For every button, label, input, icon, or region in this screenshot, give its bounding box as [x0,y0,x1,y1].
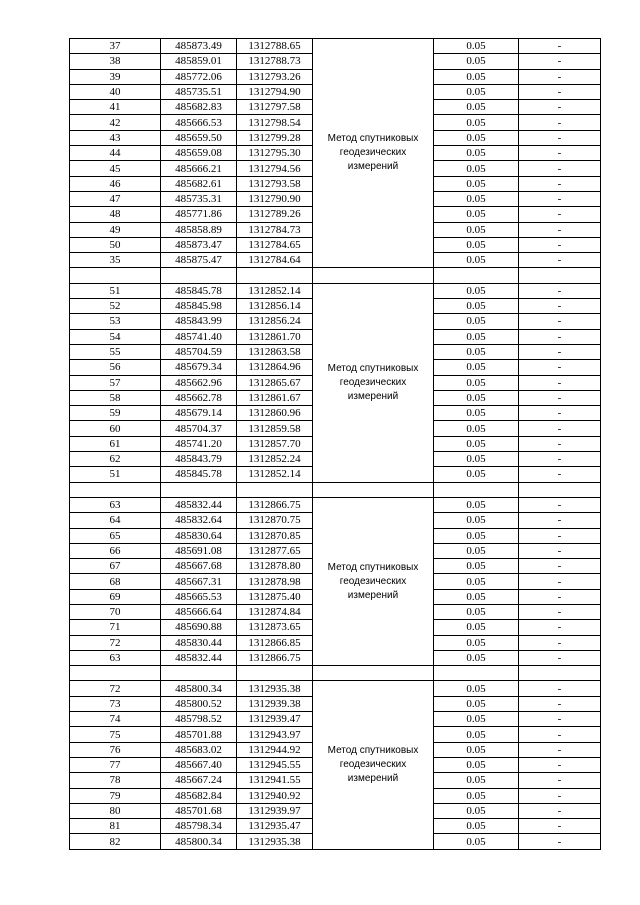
note-cell: - [519,757,601,772]
point-number-cell: 81 [70,819,161,834]
accuracy-cell: 0.05 [434,84,519,99]
coordinate-y-cell: 1312852.14 [237,467,313,482]
point-number-cell: 47 [70,191,161,206]
accuracy-cell: 0.05 [434,314,519,329]
empty-cell [237,482,313,497]
empty-cell [434,268,519,283]
point-number-cell: 59 [70,406,161,421]
point-number-cell: 71 [70,620,161,635]
coordinate-x-cell: 485666.53 [161,115,237,130]
note-cell: - [519,742,601,757]
point-number-cell: 67 [70,559,161,574]
coordinate-x-cell: 485845.78 [161,467,237,482]
point-number-cell: 68 [70,574,161,589]
accuracy-cell: 0.05 [434,39,519,54]
point-number-cell: 75 [70,727,161,742]
note-cell: - [519,604,601,619]
coordinate-y-cell: 1312784.65 [237,237,313,252]
coordinate-x-cell: 485741.40 [161,329,237,344]
accuracy-cell: 0.05 [434,191,519,206]
coordinate-x-cell: 485659.50 [161,130,237,145]
point-number-cell: 65 [70,528,161,543]
coordinate-x-cell: 485683.02 [161,742,237,757]
empty-cell [237,666,313,681]
coordinate-x-cell: 485800.34 [161,834,237,849]
coordinate-y-cell: 1312784.73 [237,222,313,237]
coordinate-y-cell: 1312857.70 [237,436,313,451]
coordinate-x-cell: 485859.01 [161,54,237,69]
coordinate-x-cell: 485701.68 [161,803,237,818]
coordinate-x-cell: 485843.99 [161,314,237,329]
point-number-cell: 72 [70,681,161,696]
coordinate-y-cell: 1312935.38 [237,681,313,696]
point-number-cell: 46 [70,176,161,191]
coordinate-y-cell: 1312944.92 [237,742,313,757]
note-cell: - [519,299,601,314]
coordinate-x-cell: 485798.34 [161,819,237,834]
note-cell: - [519,467,601,482]
note-cell: - [519,834,601,849]
coordinate-x-cell: 485679.34 [161,360,237,375]
coordinate-x-cell: 485845.78 [161,283,237,298]
coordinate-y-cell: 1312789.26 [237,207,313,222]
coordinate-y-cell: 1312866.85 [237,635,313,650]
accuracy-cell: 0.05 [434,757,519,772]
coordinate-y-cell: 1312866.75 [237,497,313,512]
accuracy-cell: 0.05 [434,207,519,222]
coordinate-y-cell: 1312935.38 [237,834,313,849]
coordinate-x-cell: 485662.78 [161,390,237,405]
coordinates-table [69,38,601,850]
note-cell: - [519,84,601,99]
coordinate-y-cell: 1312874.84 [237,604,313,619]
note-cell: - [519,497,601,512]
coordinate-x-cell: 485741.20 [161,436,237,451]
coordinate-x-cell: 485666.64 [161,604,237,619]
note-cell: - [519,253,601,268]
coordinate-y-cell: 1312935.47 [237,819,313,834]
empty-cell [434,482,519,497]
accuracy-cell: 0.05 [434,237,519,252]
point-number-cell: 37 [70,39,161,54]
coordinate-x-cell: 485845.98 [161,299,237,314]
point-number-cell: 62 [70,452,161,467]
empty-cell [313,268,434,283]
coordinate-y-cell: 1312852.14 [237,283,313,298]
note-cell: - [519,559,601,574]
method-cell: Метод спутниковых геодезических измерений [313,681,434,849]
coordinate-y-cell: 1312939.38 [237,696,313,711]
coordinate-y-cell: 1312875.40 [237,589,313,604]
accuracy-cell: 0.05 [434,773,519,788]
coordinate-y-cell: 1312878.80 [237,559,313,574]
accuracy-cell: 0.05 [434,375,519,390]
accuracy-cell: 0.05 [434,635,519,650]
point-number-cell: 51 [70,283,161,298]
coordinate-y-cell: 1312784.64 [237,253,313,268]
coordinate-x-cell: 485704.37 [161,421,237,436]
note-cell: - [519,360,601,375]
accuracy-cell: 0.05 [434,650,519,665]
point-number-cell: 78 [70,773,161,788]
accuracy-cell: 0.05 [434,176,519,191]
coordinate-x-cell: 485800.52 [161,696,237,711]
note-cell: - [519,803,601,818]
coordinate-x-cell: 485682.61 [161,176,237,191]
note-cell: - [519,421,601,436]
empty-cell [70,482,161,497]
table-row [70,497,601,512]
table-row [70,39,601,54]
note-cell: - [519,222,601,237]
note-cell: - [519,574,601,589]
coordinate-x-cell: 485682.83 [161,100,237,115]
accuracy-cell: 0.05 [434,344,519,359]
point-number-cell: 35 [70,253,161,268]
coordinate-x-cell: 485873.47 [161,237,237,252]
coordinate-x-cell: 485679.14 [161,406,237,421]
accuracy-cell: 0.05 [434,803,519,818]
point-number-cell: 70 [70,604,161,619]
empty-cell [161,666,237,681]
accuracy-cell: 0.05 [434,543,519,558]
coordinate-y-cell: 1312788.73 [237,54,313,69]
point-number-cell: 51 [70,467,161,482]
note-cell: - [519,130,601,145]
note-cell: - [519,146,601,161]
accuracy-cell: 0.05 [434,299,519,314]
note-cell: - [519,712,601,727]
point-number-cell: 38 [70,54,161,69]
accuracy-cell: 0.05 [434,115,519,130]
empty-cell [313,666,434,681]
coordinate-y-cell: 1312945.55 [237,757,313,772]
empty-cell [161,268,237,283]
point-number-cell: 49 [70,222,161,237]
note-cell: - [519,207,601,222]
note-cell: - [519,452,601,467]
point-number-cell: 53 [70,314,161,329]
coordinate-y-cell: 1312864.96 [237,360,313,375]
note-cell: - [519,788,601,803]
coordinate-y-cell: 1312860.96 [237,406,313,421]
method-cell: Метод спутниковых геодезических измерений [313,39,434,268]
note-cell: - [519,329,601,344]
point-number-cell: 57 [70,375,161,390]
accuracy-cell: 0.05 [434,54,519,69]
note-cell: - [519,696,601,711]
empty-cell [70,268,161,283]
note-cell: - [519,650,601,665]
coordinate-y-cell: 1312865.67 [237,375,313,390]
point-number-cell: 44 [70,146,161,161]
note-cell: - [519,543,601,558]
note-cell: - [519,344,601,359]
accuracy-cell: 0.05 [434,788,519,803]
coordinate-x-cell: 485798.52 [161,712,237,727]
accuracy-cell: 0.05 [434,146,519,161]
accuracy-cell: 0.05 [434,834,519,849]
empty-cell [519,482,601,497]
point-number-cell: 61 [70,436,161,451]
note-cell: - [519,436,601,451]
coordinate-y-cell: 1312873.65 [237,620,313,635]
coordinate-x-cell: 485662.96 [161,375,237,390]
point-number-cell: 55 [70,344,161,359]
empty-cell [313,482,434,497]
coordinate-y-cell: 1312941.55 [237,773,313,788]
accuracy-cell: 0.05 [434,69,519,84]
point-number-cell: 50 [70,237,161,252]
coordinate-x-cell: 485772.06 [161,69,237,84]
coordinate-y-cell: 1312939.97 [237,803,313,818]
block-separator-row [70,268,601,283]
point-number-cell: 45 [70,161,161,176]
coordinate-y-cell: 1312793.26 [237,69,313,84]
point-number-cell: 43 [70,130,161,145]
accuracy-cell: 0.05 [434,360,519,375]
method-cell: Метод спутниковых геодезических измерений [313,283,434,482]
point-number-cell: 73 [70,696,161,711]
coordinate-x-cell: 485873.49 [161,39,237,54]
point-number-cell: 69 [70,589,161,604]
coordinate-x-cell: 485800.34 [161,681,237,696]
accuracy-cell: 0.05 [434,528,519,543]
coordinate-y-cell: 1312859.58 [237,421,313,436]
accuracy-cell: 0.05 [434,467,519,482]
point-number-cell: 72 [70,635,161,650]
coordinate-y-cell: 1312939.47 [237,712,313,727]
accuracy-cell: 0.05 [434,727,519,742]
empty-cell [161,482,237,497]
coordinate-y-cell: 1312852.24 [237,452,313,467]
coordinate-x-cell: 485843.79 [161,452,237,467]
accuracy-cell: 0.05 [434,130,519,145]
point-number-cell: 82 [70,834,161,849]
note-cell: - [519,635,601,650]
accuracy-cell: 0.05 [434,100,519,115]
point-number-cell: 48 [70,207,161,222]
coordinate-x-cell: 485667.40 [161,757,237,772]
note-cell: - [519,620,601,635]
coordinate-x-cell: 485682.84 [161,788,237,803]
coordinate-x-cell: 485659.08 [161,146,237,161]
point-number-cell: 42 [70,115,161,130]
note-cell: - [519,727,601,742]
coordinate-x-cell: 485830.64 [161,528,237,543]
note-cell: - [519,237,601,252]
coordinate-y-cell: 1312788.65 [237,39,313,54]
coordinate-y-cell: 1312797.58 [237,100,313,115]
point-number-cell: 64 [70,513,161,528]
coordinate-y-cell: 1312863.58 [237,344,313,359]
coordinate-y-cell: 1312870.75 [237,513,313,528]
coordinate-y-cell: 1312795.30 [237,146,313,161]
block-separator-row [70,666,601,681]
note-cell: - [519,773,601,788]
coordinate-x-cell: 485832.64 [161,513,237,528]
point-number-cell: 80 [70,803,161,818]
note-cell: - [519,176,601,191]
coordinate-x-cell: 485832.44 [161,650,237,665]
note-cell: - [519,161,601,176]
empty-cell [434,666,519,681]
coordinate-y-cell: 1312943.97 [237,727,313,742]
method-cell: Метод спутниковых геодезических измерений [313,497,434,665]
coordinate-y-cell: 1312798.54 [237,115,313,130]
note-cell: - [519,390,601,405]
accuracy-cell: 0.05 [434,681,519,696]
point-number-cell: 63 [70,650,161,665]
coordinate-x-cell: 485875.47 [161,253,237,268]
coordinate-y-cell: 1312861.67 [237,390,313,405]
note-cell: - [519,589,601,604]
note-cell: - [519,528,601,543]
coordinate-y-cell: 1312878.98 [237,574,313,589]
accuracy-cell: 0.05 [434,436,519,451]
coordinate-x-cell: 485667.68 [161,559,237,574]
accuracy-cell: 0.05 [434,497,519,512]
point-number-cell: 40 [70,84,161,99]
accuracy-cell: 0.05 [434,253,519,268]
coordinates-sheet [69,38,600,850]
point-number-cell: 58 [70,390,161,405]
note-cell: - [519,100,601,115]
accuracy-cell: 0.05 [434,406,519,421]
coordinate-y-cell: 1312794.56 [237,161,313,176]
coordinates-table-body [70,39,601,850]
coordinate-x-cell: 485832.44 [161,497,237,512]
empty-cell [519,666,601,681]
accuracy-cell: 0.05 [434,604,519,619]
coordinate-x-cell: 485735.51 [161,84,237,99]
empty-cell [519,268,601,283]
coordinate-x-cell: 485701.88 [161,727,237,742]
accuracy-cell: 0.05 [434,620,519,635]
note-cell: - [519,406,601,421]
point-number-cell: 52 [70,299,161,314]
point-number-cell: 76 [70,742,161,757]
coordinate-y-cell: 1312793.58 [237,176,313,191]
note-cell: - [519,314,601,329]
note-cell: - [519,283,601,298]
coordinate-x-cell: 485858.89 [161,222,237,237]
empty-cell [70,666,161,681]
table-row [70,283,601,298]
accuracy-cell: 0.05 [434,559,519,574]
coordinate-x-cell: 485735.31 [161,191,237,206]
coordinate-x-cell: 485666.21 [161,161,237,176]
coordinate-y-cell: 1312794.90 [237,84,313,99]
accuracy-cell: 0.05 [434,574,519,589]
point-number-cell: 74 [70,712,161,727]
point-number-cell: 56 [70,360,161,375]
coordinate-y-cell: 1312940.92 [237,788,313,803]
table-row [70,681,601,696]
coordinate-y-cell: 1312870.85 [237,528,313,543]
note-cell: - [519,375,601,390]
accuracy-cell: 0.05 [434,329,519,344]
point-number-cell: 79 [70,788,161,803]
coordinate-x-cell: 485667.31 [161,574,237,589]
accuracy-cell: 0.05 [434,819,519,834]
accuracy-cell: 0.05 [434,161,519,176]
accuracy-cell: 0.05 [434,712,519,727]
point-number-cell: 60 [70,421,161,436]
block-separator-row [70,482,601,497]
point-number-cell: 39 [70,69,161,84]
note-cell: - [519,69,601,84]
coordinate-x-cell: 485830.44 [161,635,237,650]
note-cell: - [519,191,601,206]
point-number-cell: 41 [70,100,161,115]
note-cell: - [519,54,601,69]
coordinate-y-cell: 1312799.28 [237,130,313,145]
note-cell: - [519,681,601,696]
accuracy-cell: 0.05 [434,513,519,528]
coordinate-y-cell: 1312856.24 [237,314,313,329]
note-cell: - [519,39,601,54]
accuracy-cell: 0.05 [434,283,519,298]
coordinate-x-cell: 485691.08 [161,543,237,558]
coordinate-y-cell: 1312866.75 [237,650,313,665]
coordinate-x-cell: 485771.86 [161,207,237,222]
point-number-cell: 77 [70,757,161,772]
coordinate-x-cell: 485704.59 [161,344,237,359]
coordinate-y-cell: 1312877.65 [237,543,313,558]
note-cell: - [519,513,601,528]
coordinate-x-cell: 485690.88 [161,620,237,635]
accuracy-cell: 0.05 [434,742,519,757]
coordinate-y-cell: 1312861.70 [237,329,313,344]
accuracy-cell: 0.05 [434,421,519,436]
coordinate-y-cell: 1312790.90 [237,191,313,206]
coordinate-x-cell: 485667.24 [161,773,237,788]
coordinate-x-cell: 485665.53 [161,589,237,604]
empty-cell [237,268,313,283]
accuracy-cell: 0.05 [434,390,519,405]
coordinate-y-cell: 1312856.14 [237,299,313,314]
point-number-cell: 66 [70,543,161,558]
accuracy-cell: 0.05 [434,589,519,604]
point-number-cell: 63 [70,497,161,512]
point-number-cell: 54 [70,329,161,344]
accuracy-cell: 0.05 [434,452,519,467]
note-cell: - [519,115,601,130]
note-cell: - [519,819,601,834]
accuracy-cell: 0.05 [434,696,519,711]
accuracy-cell: 0.05 [434,222,519,237]
